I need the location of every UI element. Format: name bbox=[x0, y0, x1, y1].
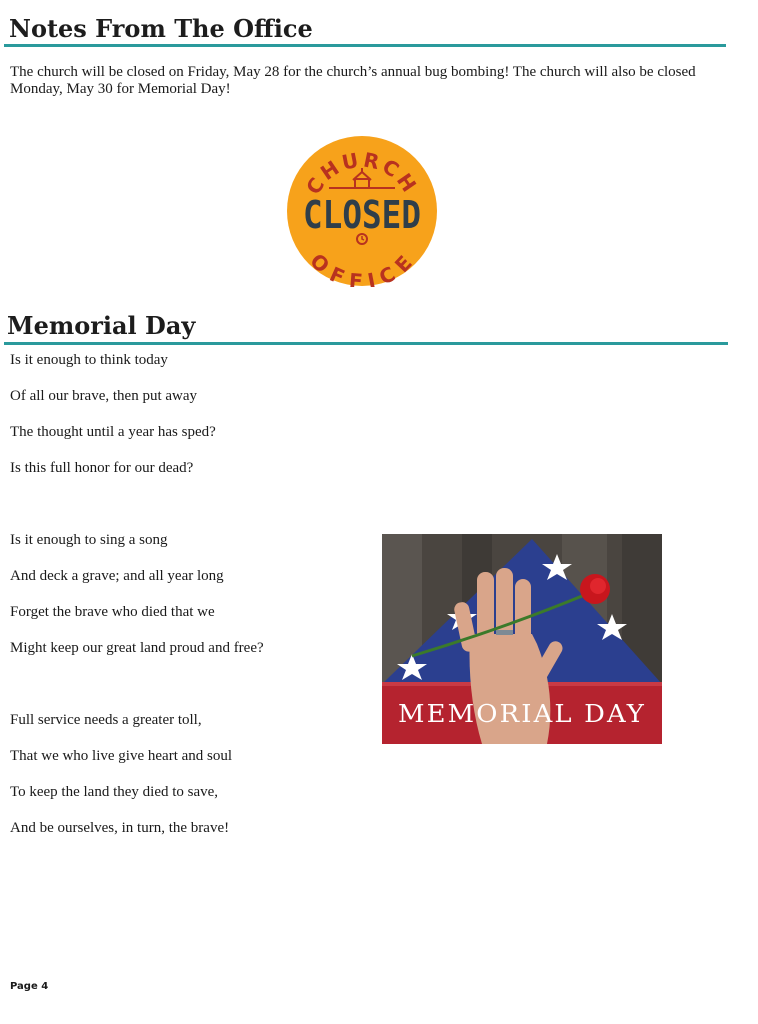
memorial-poem bbox=[10, 349, 370, 853]
rose bbox=[580, 574, 610, 604]
poem-line: And be ourselves, in turn, the brave! bbox=[10, 820, 230, 836]
poem-stanza bbox=[10, 529, 370, 673]
logo-middle-text: CLOSED bbox=[303, 193, 421, 237]
poem-line: Is it enough to sing a song bbox=[10, 532, 168, 548]
poem-line: Forget the brave who died that we bbox=[10, 604, 215, 620]
poem-line: Is this full honor for our dead? bbox=[10, 460, 194, 476]
poem-line: And deck a grave; and all year long bbox=[10, 568, 224, 584]
image-caption: MEMORIAL DAY bbox=[398, 700, 646, 728]
section-divider bbox=[4, 44, 726, 47]
church-office-closed-logo bbox=[286, 135, 438, 287]
poem-line: The thought until a year has sped? bbox=[10, 424, 216, 440]
poem-line: Of all our brave, then put away bbox=[10, 388, 198, 404]
logo-bottom-text: OFFICE bbox=[305, 248, 419, 287]
section-title-memorial-day: Memorial Day bbox=[7, 311, 196, 340]
office-closure-notice: The church will be closed on Friday, May 28 for the church’s annual bug bombing! The church will also be closed Monday, May 30 for Memorial Day! bbox=[10, 64, 696, 97]
ring bbox=[496, 630, 513, 635]
memorial-day-image bbox=[382, 534, 662, 744]
page-number: Page 4 bbox=[10, 981, 49, 992]
poem-line: To keep the land they died to save, bbox=[10, 784, 219, 800]
poem-stanza bbox=[10, 709, 370, 853]
logo-top-text: CHURCH bbox=[301, 147, 423, 199]
poem-stanza bbox=[10, 349, 370, 493]
poem-line: That we who live give heart and soul bbox=[10, 748, 233, 764]
section-title-notes: Notes From The Office bbox=[9, 14, 313, 43]
poem-line: Full service needs a greater toll, bbox=[10, 712, 202, 728]
poem-line: Might keep our great land proud and free? bbox=[10, 640, 264, 656]
poem-line: Is it enough to think today bbox=[10, 352, 168, 368]
section-divider bbox=[4, 342, 728, 345]
